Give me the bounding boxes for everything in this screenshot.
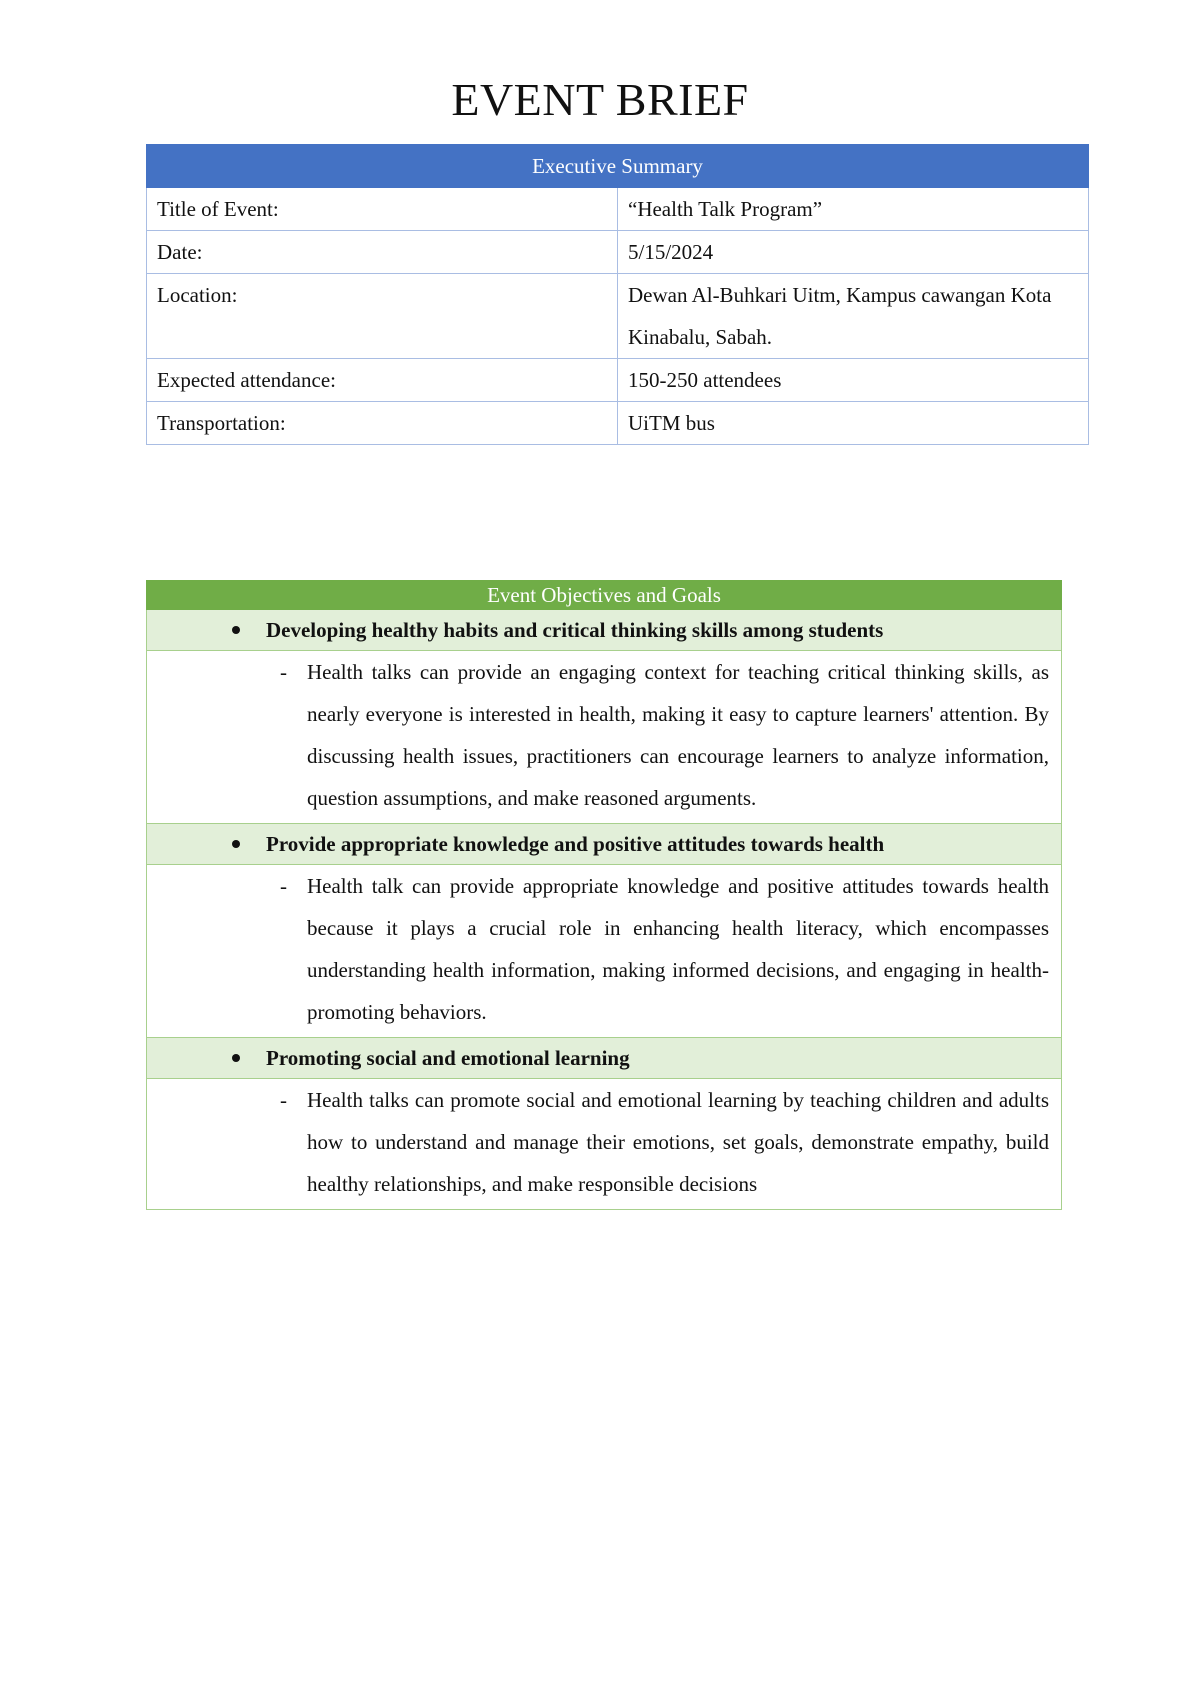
goal-detail-row bbox=[147, 1079, 1062, 1210]
executive-summary-header: Executive Summary bbox=[147, 145, 1089, 188]
row-value: 150-250 attendees bbox=[618, 359, 1089, 402]
row-label: Transportation: bbox=[147, 402, 618, 445]
page-title: EVENT BRIEF bbox=[451, 74, 749, 125]
row-value: UiTM bus bbox=[618, 402, 1089, 445]
goal-detail-row bbox=[147, 865, 1062, 1038]
row-label: Expected attendance: bbox=[147, 359, 618, 402]
row-value: 5/15/2024 bbox=[618, 231, 1089, 274]
row-label: Title of Event: bbox=[147, 188, 618, 231]
goal-title: Provide appropriate knowledge and positive attitudes towards health bbox=[266, 831, 885, 856]
goal-detail: Health talks can promote social and emotional learning by teaching children and adults how to understand and manage their emotions, set goals, demonstrate empathy, build healthy relationships, and make responsible decisions bbox=[307, 1088, 1049, 1196]
table-row bbox=[147, 188, 1089, 231]
goal-row bbox=[147, 1038, 1062, 1079]
goal-row bbox=[147, 610, 1062, 651]
goal-detail: Health talks can provide an engaging context for teaching critical thinking skills, as nearly everyone is interested in health, making it easy to capture learners' attention. By discussing health issues, practitioners can encourage learners to analyze information, question assumptions, and make reasoned arguments. bbox=[307, 660, 1049, 810]
goal-title: Developing healthy habits and critical thinking skills among students bbox=[266, 617, 884, 642]
row-label: Date: bbox=[147, 231, 618, 274]
table-row bbox=[147, 274, 1089, 359]
executive-summary-table bbox=[146, 144, 1089, 445]
dash-icon: - bbox=[280, 1088, 287, 1112]
table-row bbox=[147, 359, 1089, 402]
bullet-icon bbox=[232, 1054, 240, 1062]
bullet-icon bbox=[232, 626, 240, 634]
dash-icon: - bbox=[280, 874, 287, 898]
table-row bbox=[147, 231, 1089, 274]
table-row bbox=[147, 402, 1089, 445]
row-value: Dewan Al-Buhkari Uitm, Kampus cawangan Kota Kinabalu, Sabah. bbox=[618, 274, 1089, 359]
dash-icon: - bbox=[280, 660, 287, 684]
goal-detail-row bbox=[147, 651, 1062, 824]
bullet-icon bbox=[232, 840, 240, 848]
objectives-table bbox=[146, 580, 1062, 1210]
objectives-header: Event Objectives and Goals bbox=[147, 581, 1062, 610]
row-value: “Health Talk Program” bbox=[618, 188, 1089, 231]
row-label: Location: bbox=[147, 274, 618, 359]
goal-detail: Health talk can provide appropriate knowledge and positive attitudes towards health because it plays a crucial role in enhancing health literacy, which encompasses understanding health information, making informed decisions, and engaging in health-promoting behaviors. bbox=[307, 874, 1049, 1024]
goal-row bbox=[147, 824, 1062, 865]
goal-title: Promoting social and emotional learning bbox=[266, 1045, 630, 1070]
